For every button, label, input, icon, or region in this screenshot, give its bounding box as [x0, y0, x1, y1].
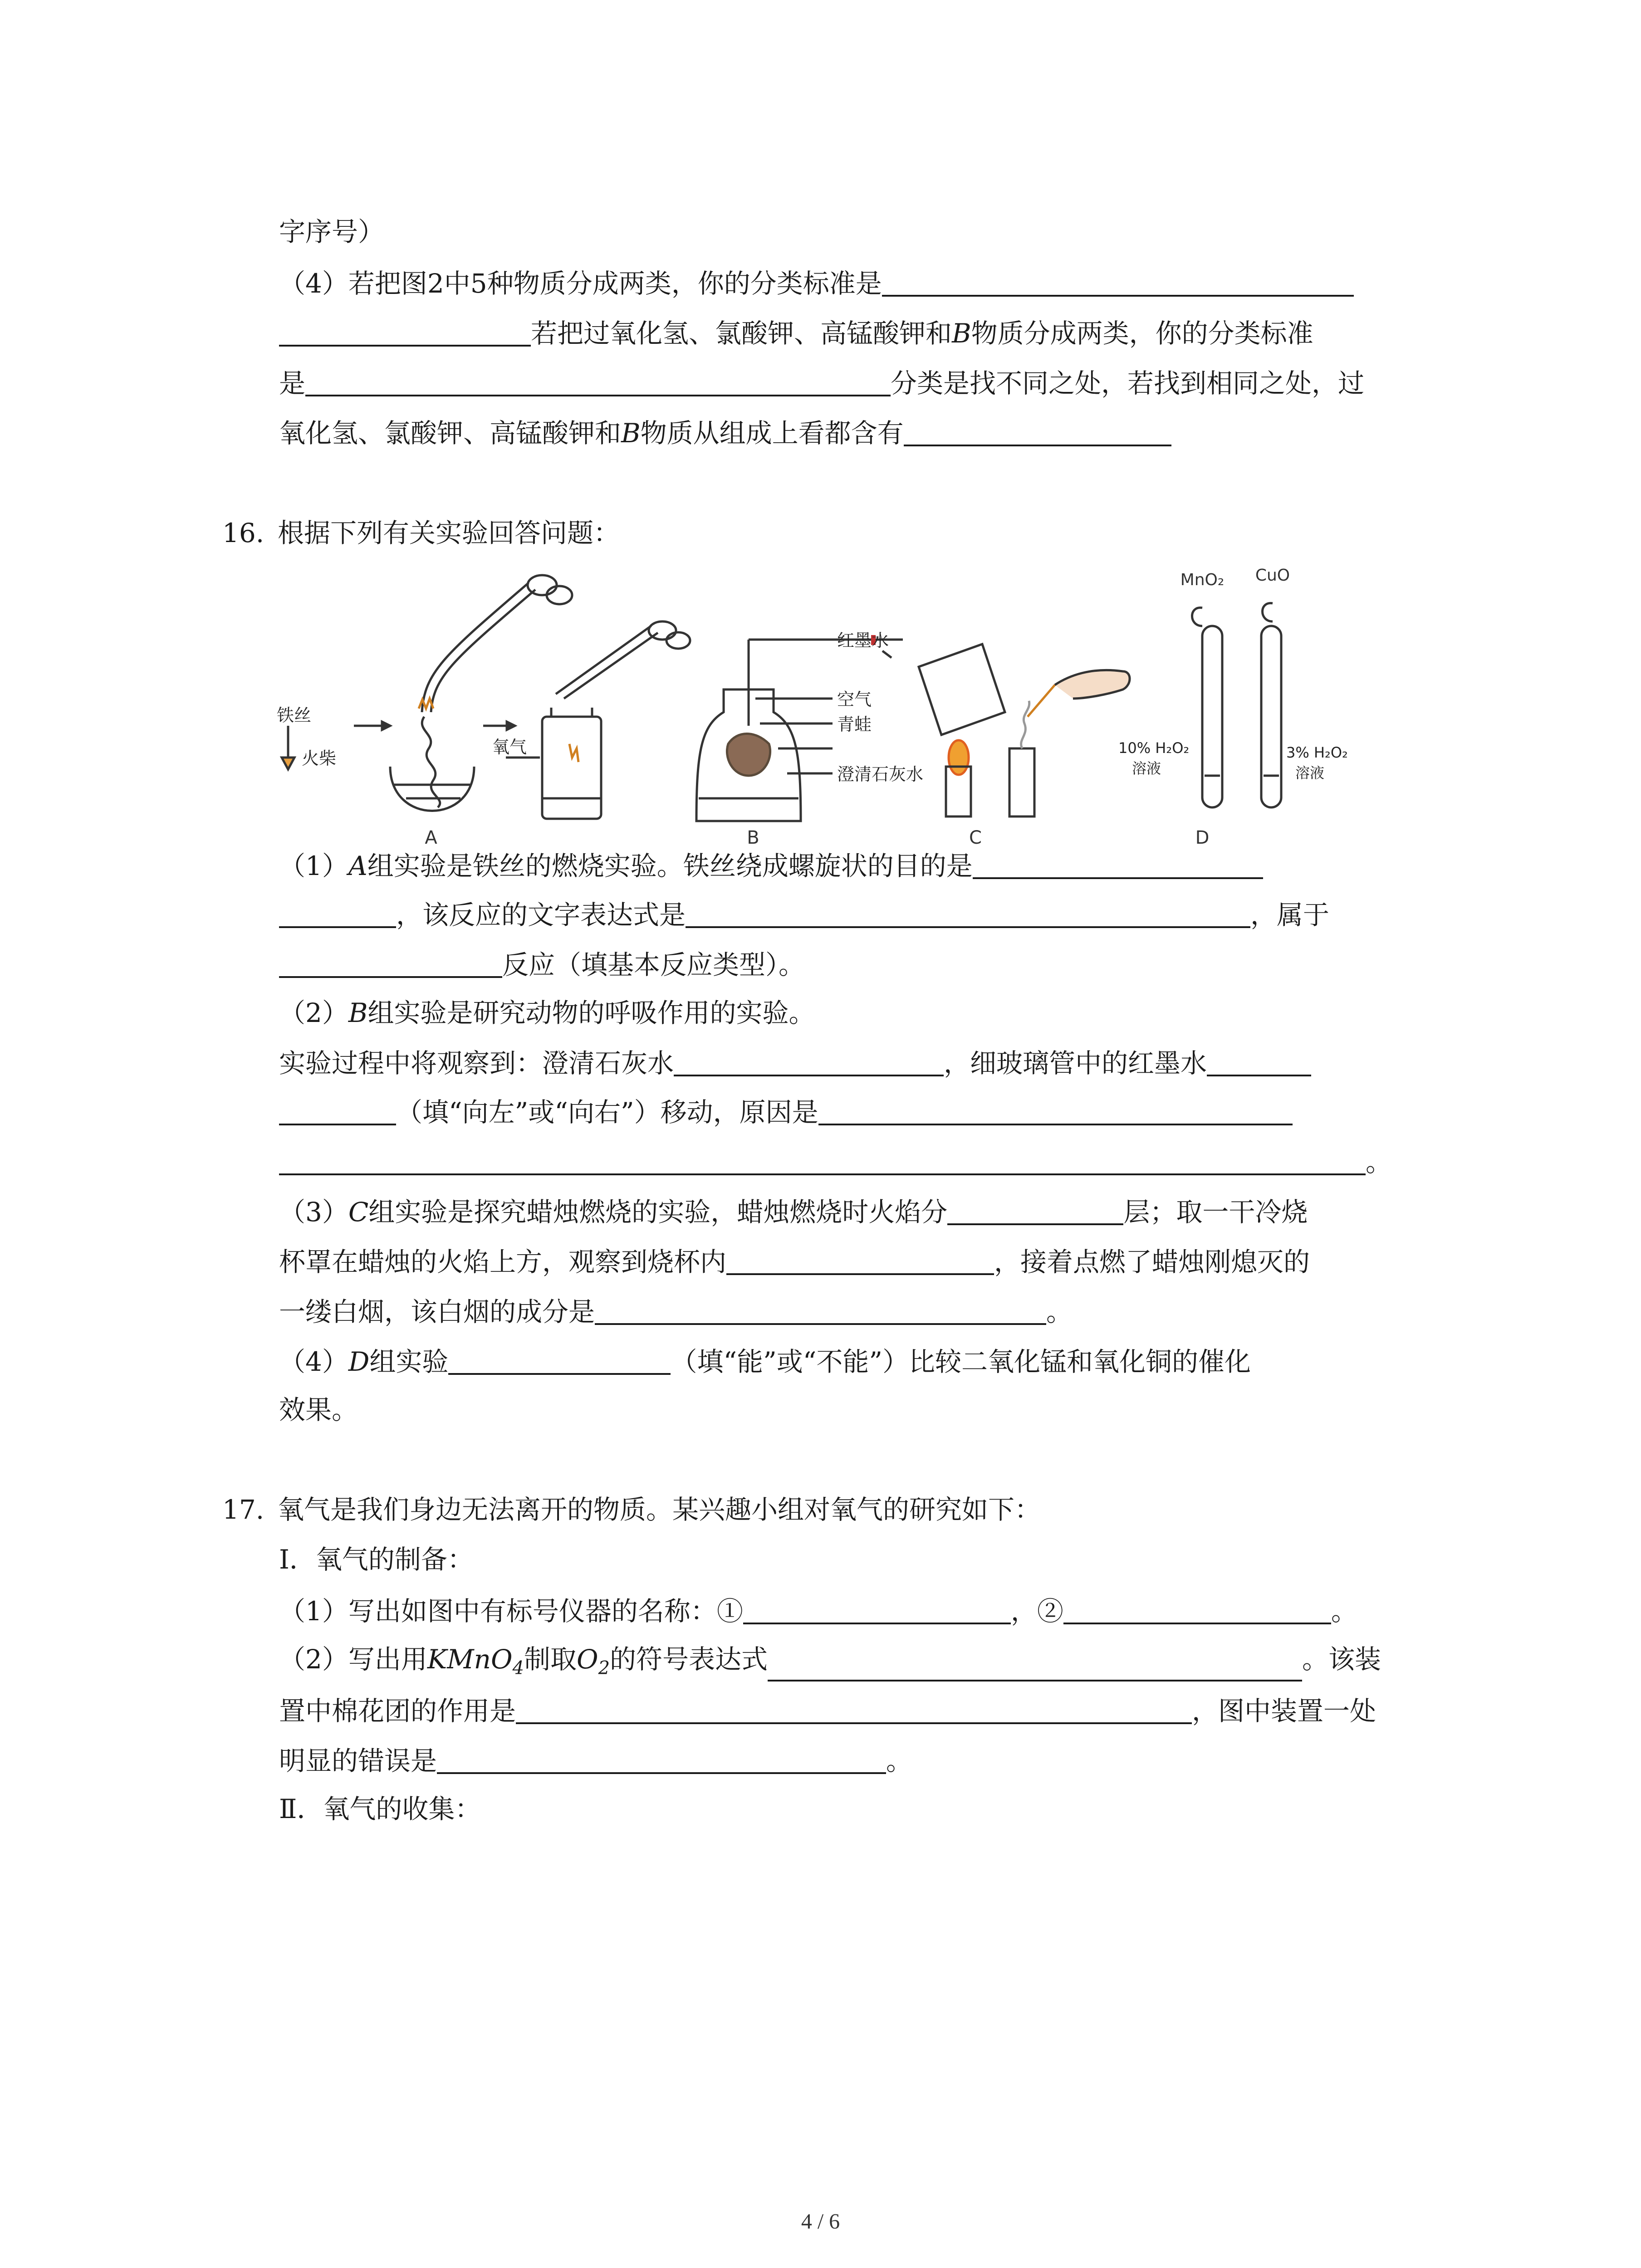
q16-part-1-line-1: （1）A组实验是铁丝的燃烧实验。铁丝绕成螺旋状的目的是 — [279, 848, 1263, 882]
figure-label-solution-2: 溶液 — [1295, 764, 1325, 782]
q16-part-2-line-4: 。 — [279, 1144, 1392, 1178]
answer-blank-cotton-purpose[interactable] — [516, 1693, 1192, 1724]
figure-label-frog: 青蛙 — [837, 714, 872, 734]
answer-blank-white-smoke[interactable] — [595, 1294, 1046, 1325]
answer-blank-reaction-type[interactable] — [279, 947, 502, 978]
q16-part-2-line-3: （填“向左”或“向右”）移动，原因是 — [279, 1095, 1293, 1128]
q16-part-1-line-3: 反应（填基本反应类型）。 — [279, 947, 805, 981]
q15-line-4: 是 分类是找不同之处，若找到相同之处，过 — [279, 366, 1364, 399]
q16-part-4-line-1: （4）D组实验 （填“能”或“不能”）比较二氧化锰和氧化铜的催化 — [279, 1344, 1251, 1378]
frog-icon — [727, 734, 770, 776]
figure-label-h2o2-3: 3% H₂O₂ — [1286, 744, 1348, 761]
figure-label-cuo: CuO — [1255, 566, 1290, 585]
q15-line-3: 若把过氧化氢、氯酸钾、高锰酸钾和B物质分成两类，你的分类标准 — [279, 316, 1313, 349]
cold-beaker-icon — [919, 644, 1005, 735]
figure-label-oxygen: 氧气 — [492, 737, 527, 757]
q16-part-4-line-2: 效果。 — [279, 1394, 358, 1425]
test-tube-cuo-icon — [1261, 626, 1281, 807]
q17-number: 17. — [222, 1494, 265, 1525]
answer-blank-flame-layers[interactable] — [947, 1194, 1123, 1225]
q17-part-2-line-1: （2）写出用KMnO$_4$制取$O_2$的符号表达式 。该装 — [279, 1643, 1381, 1684]
answer-blank-instrument-2[interactable] — [1063, 1593, 1331, 1624]
answer-blank-classification-standard-2[interactable] — [305, 366, 891, 396]
answer-blank-spiral-purpose-cont[interactable] — [279, 897, 396, 928]
answer-blank-beaker-observation[interactable] — [726, 1244, 994, 1275]
answer-blank-word-equation[interactable] — [686, 897, 1250, 928]
q17-part-2-line-3: 明显的错误是 。 — [279, 1743, 912, 1777]
figure-label-h2o2-10: 10% H₂O₂ — [1118, 739, 1190, 757]
tongs-icon-2 — [556, 626, 651, 694]
test-tube-mno2-icon — [1202, 626, 1222, 807]
q17-stem: 17. 氧气是我们身边无法离开的物质。某兴趣小组对氧气的研究如下： — [222, 1494, 1041, 1525]
answer-blank-classification-standard-1-cont[interactable] — [279, 316, 531, 347]
q16-part-3-line-3: 一缕白烟，该白烟的成分是 。 — [279, 1294, 1073, 1328]
answer-blank-common-element[interactable] — [904, 415, 1171, 446]
tongs-icon — [422, 583, 529, 712]
figure-label-solution-1: 溶液 — [1132, 760, 1161, 777]
q17-part-1: （1）写出如图中有标号仪器的名称：① ，② 。 — [279, 1593, 1357, 1627]
figure-label-red-ink: 红墨水 — [837, 631, 889, 650]
answer-blank-reason[interactable] — [818, 1095, 1293, 1125]
figure-label-a: A — [425, 827, 437, 848]
candle-2-icon — [1009, 748, 1034, 816]
candle-flame-icon — [949, 740, 969, 775]
iron-wire-spiral-icon — [422, 717, 440, 807]
q15-line-2: （4）若把图2中5种物质分成两类，你的分类标准是 — [279, 266, 1354, 299]
answer-blank-ink-direction-cont[interactable] — [279, 1095, 396, 1125]
figure-label-limewater: 澄清石灰水 — [837, 764, 924, 784]
q16-number: 16. — [222, 518, 265, 548]
hand-holding-match-icon — [1055, 670, 1130, 699]
figure-label-iron-wire: 铁丝 — [277, 705, 312, 725]
figure-label-c: C — [969, 827, 982, 848]
match-icon — [282, 758, 294, 769]
figure-label-d: D — [1195, 827, 1210, 848]
q17-part-2-line-2: 置中棉花团的作用是 ，图中装置一处 — [279, 1693, 1376, 1727]
q16-stem: 16. 根据下列有关实验回答问题： — [222, 518, 620, 548]
experiment-figure-16 — [274, 562, 1436, 853]
answer-blank-apparatus-error[interactable] — [437, 1743, 886, 1774]
answer-blank-reason-cont[interactable] — [279, 1144, 1366, 1175]
answer-blank-classification-standard-1[interactable] — [882, 266, 1354, 297]
figure-label-b: B — [747, 827, 759, 848]
q15-line-5: 氧化氢、氯酸钾、高锰酸钾和B物质从组成上看都含有 — [279, 415, 1171, 449]
q16-part-2-line-1: （2）B组实验是研究动物的呼吸作用的实验。 — [279, 997, 815, 1028]
q17-section-2: Ⅱ．氧气的收集： — [279, 1794, 481, 1824]
answer-blank-can-compare[interactable] — [448, 1344, 671, 1375]
q17-section-1: Ⅰ．氧气的制备： — [279, 1544, 474, 1575]
answer-blank-limewater-observation[interactable] — [674, 1046, 944, 1076]
q16-part-2-line-2: 实验过程中将观察到：澄清石灰水 ，细玻璃管中的红墨水 — [279, 1046, 1311, 1079]
answer-blank-spiral-purpose[interactable] — [973, 848, 1263, 879]
q15-line-1: 字序号） — [279, 216, 385, 247]
answer-blank-ink-direction[interactable] — [1207, 1046, 1311, 1076]
answer-blank-instrument-1[interactable] — [743, 1593, 1011, 1624]
q16-part-1-line-2: ，该反应的文字表达式是 ，属于 — [279, 897, 1329, 931]
figure-label-match: 火柴 — [302, 748, 337, 768]
oxygen-jar-icon — [542, 717, 601, 819]
figure-label-mno2: MnO₂ — [1180, 571, 1225, 589]
q16-part-3-line-2: 杯罩在蜡烛的火焰上方，观察到烧杯内 ，接着点燃了蜡烛刚熄灭的 — [279, 1244, 1310, 1278]
figure-label-air: 空气 — [837, 689, 872, 709]
page-number: 4 / 6 — [801, 2209, 840, 2234]
answer-blank-symbol-equation[interactable] — [768, 1651, 1302, 1681]
q16-part-3-line-1: （3）C组实验是探究蜡烛燃烧的实验，蜡烛燃烧时火焰分 层；取一干冷烧 — [279, 1194, 1308, 1228]
